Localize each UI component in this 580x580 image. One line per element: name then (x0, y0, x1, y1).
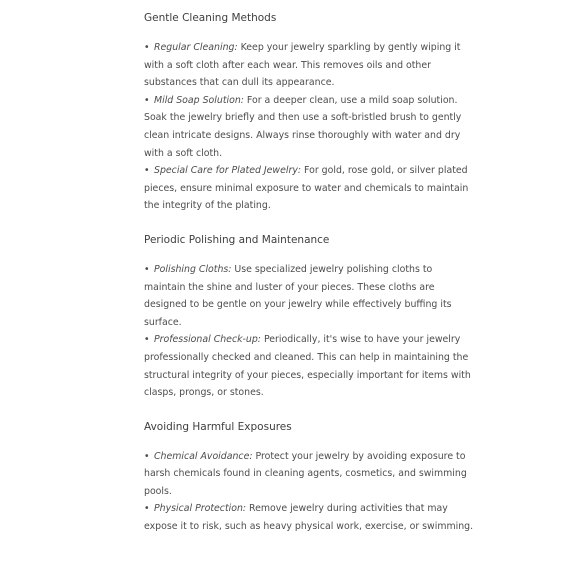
care-guide-document (144, 10, 474, 536)
item-title: Professional Check-up: (154, 334, 261, 346)
section-gentle-cleaning (144, 10, 474, 215)
list-item (144, 39, 474, 92)
list-item (144, 500, 474, 535)
item-text: Protect your jewelry by avoiding exposure to harsh chemicals found in cleaning agents, cosmetics, and swimming pools. (144, 450, 467, 497)
section-polishing-maintenance (144, 232, 474, 402)
bullet-icon: • (144, 503, 150, 515)
bullet-icon: • (144, 42, 150, 53)
list-item (144, 92, 474, 162)
item-text: Keep your jewelry sparkling by gently wiping it with a soft cloth after each wear. This removes oils and other substances that can dull its appearance. (144, 42, 461, 89)
item-title: Mild Soap Solution: (154, 94, 244, 106)
item-text: For a deeper clean, use a mild soap solution. Soak the jewelry briefly and then use a soft-bristled brush to gently clean intricate designs. Always rinse thoroughly with water and dry with a soft cloth. (144, 94, 462, 159)
item-list (144, 39, 474, 215)
item-title: Regular Cleaning: (154, 42, 238, 53)
item-list (144, 261, 474, 402)
item-text: Use specialized jewelry polishing cloths to maintain the shine and luster of your pieces. These cloths are designed to be gentle on your jewelry while effectively buffing its surface. (144, 263, 452, 328)
item-title: Special Care for Plated Jewelry: (154, 165, 302, 177)
item-title: Physical Protection: (154, 503, 247, 515)
item-title: Chemical Avoidance: (154, 450, 253, 462)
section-heading: Periodic Polishing and Maintenance (144, 233, 330, 246)
section-heading: Avoiding Harmful Exposures (144, 420, 292, 433)
item-list (144, 448, 474, 536)
list-item (144, 162, 474, 215)
list-item (144, 331, 474, 401)
section-avoiding-exposures (144, 419, 474, 536)
list-item (144, 261, 474, 331)
bullet-icon: • (144, 450, 150, 462)
list-item (144, 448, 474, 501)
item-text: For gold, rose gold, or silver plated pieces, ensure minimal exposure to water and chemicals to maintain the integrity of the plating. (144, 165, 469, 212)
bullet-icon: • (144, 334, 150, 346)
section-heading: Gentle Cleaning Methods (144, 12, 277, 24)
bullet-icon: • (144, 165, 150, 177)
bullet-icon: • (144, 263, 150, 275)
item-text: Periodically, it's wise to have your jewelry professionally checked and cleaned. This can help in maintaining the structural integrity of your pieces, especially important for items with clasps, prongs, or stones. (144, 334, 471, 399)
bullet-icon: • (144, 94, 150, 106)
item-text: Remove jewelry during activities that may expose it to risk, such as heavy physical work, exercise, or swimming. (144, 503, 474, 533)
item-title: Polishing Cloths: (154, 263, 232, 275)
